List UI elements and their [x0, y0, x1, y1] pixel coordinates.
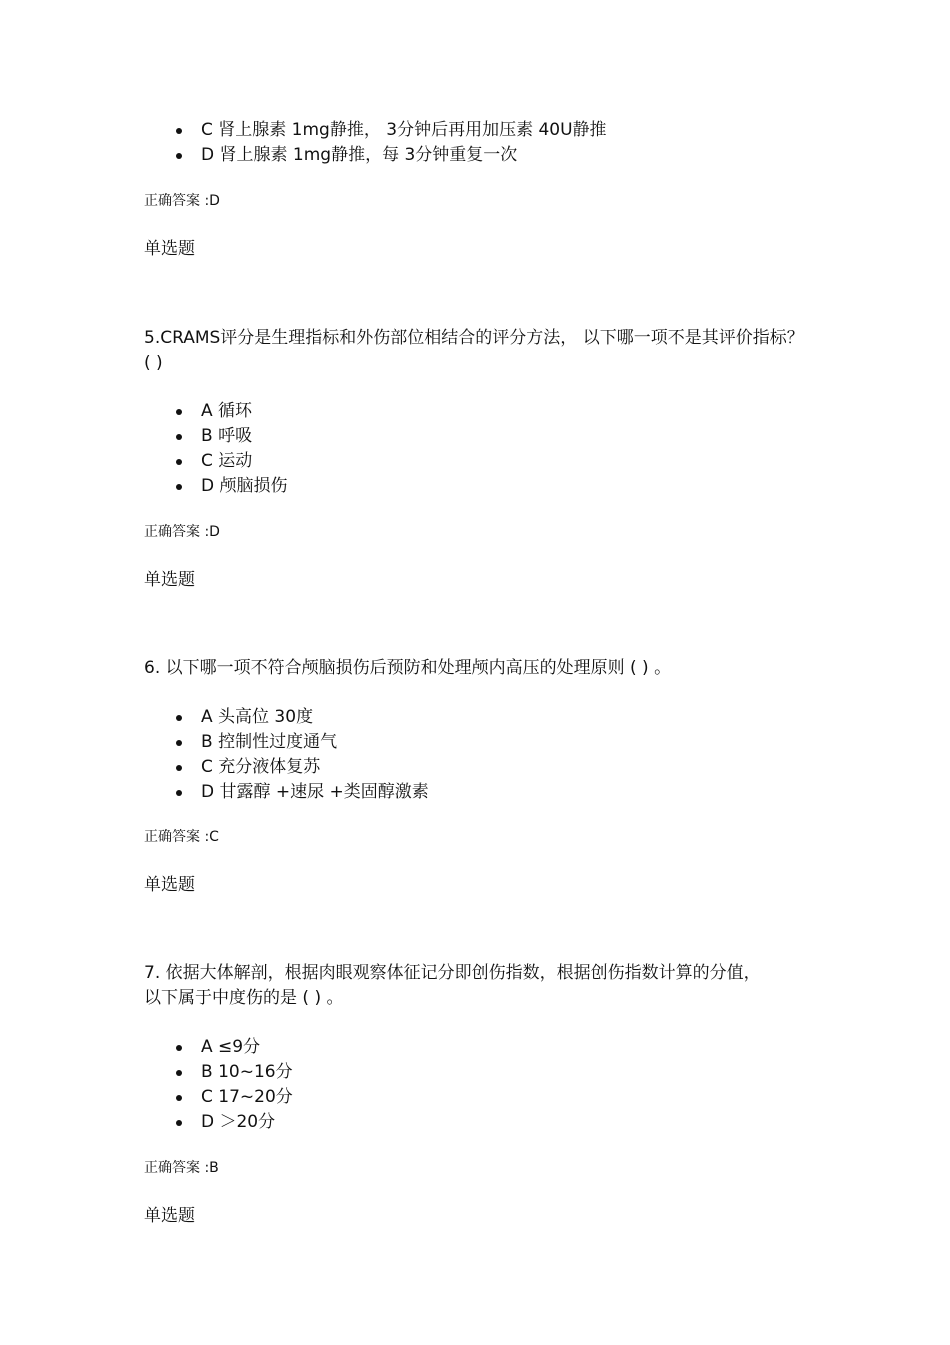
option-list-q7: [144, 1035, 824, 1135]
option-item: [144, 705, 824, 730]
question-type-label: 单选题: [144, 239, 195, 259]
question-text-q5: 5.CRAMS评分是生理指标和外伤部位相结合的评分方法， 以下哪一项不是其评价指标？ ( ): [144, 328, 804, 373]
option-list-q6: [144, 705, 824, 805]
option-item: [144, 399, 824, 424]
option-label: C 17~20分: [201, 1087, 293, 1107]
option-label: C 运动: [201, 451, 253, 471]
option-item: [144, 1085, 824, 1110]
option-item: [144, 449, 824, 474]
bullet-icon: [176, 153, 182, 159]
option-item: [144, 424, 824, 449]
bullet-icon: [176, 128, 182, 134]
correct-answer-q7: 正确答案 :B: [144, 1160, 219, 1176]
option-item: [144, 1035, 824, 1060]
option-label: D 甘露醇 +速尿 +类固醇激素: [201, 782, 429, 802]
bullet-icon: [176, 790, 182, 796]
bullet-icon: [176, 715, 182, 721]
question-type-label: 单选题: [144, 875, 195, 895]
option-label: C 充分液体复苏: [201, 757, 321, 777]
option-item: [144, 474, 824, 499]
option-label: B 10~16分: [201, 1062, 293, 1082]
option-label: C 肾上腺素 1mg静推， 3分钟后再用加压素 40U静推: [201, 120, 607, 140]
bullet-icon: [176, 484, 182, 490]
option-label: B 呼吸: [201, 426, 253, 446]
option-label: D 肾上腺素 1mg静推，每 3分钟重复一次: [201, 145, 518, 165]
option-item: [144, 143, 824, 168]
question-type-label: 单选题: [144, 570, 195, 590]
bullet-icon: [176, 409, 182, 415]
correct-answer-q5: 正确答案 :D: [144, 524, 220, 540]
option-list-q5: [144, 399, 824, 499]
option-list-q4: [144, 118, 824, 168]
bullet-icon: [176, 1095, 182, 1101]
option-item: [144, 1110, 824, 1135]
question-text-q6: 6. 以下哪一项不符合颅脑损伤后预防和处理颅内高压的处理原则 ( ) 。: [144, 658, 672, 678]
option-item: [144, 730, 824, 755]
question-text-q7: 7. 依据大体解剖，根据肉眼观察体征记分即创伤指数，根据创伤指数计算的分值，以下属于中度伤的是 ( ) 。: [144, 963, 761, 1008]
correct-answer-q4: 正确答案 :D: [144, 193, 220, 209]
option-label: B 控制性过度通气: [201, 732, 338, 752]
bullet-icon: [176, 765, 182, 771]
option-item: [144, 780, 824, 805]
option-item: [144, 1060, 824, 1085]
bullet-icon: [176, 1070, 182, 1076]
question-type-label: 单选题: [144, 1206, 195, 1226]
bullet-icon: [176, 1120, 182, 1126]
option-label: A 循环: [201, 401, 253, 421]
option-item: [144, 755, 824, 780]
bullet-icon: [176, 740, 182, 746]
correct-answer-q6: 正确答案 :C: [144, 829, 219, 845]
option-item: [144, 118, 824, 143]
bullet-icon: [176, 1045, 182, 1051]
bullet-icon: [176, 434, 182, 440]
bullet-icon: [176, 459, 182, 465]
option-label: D 颅脑损伤: [201, 476, 288, 496]
option-label: A 头高位 30度: [201, 707, 314, 727]
option-label: D ＞20分: [201, 1112, 276, 1132]
option-label: A ≤9分: [201, 1037, 261, 1057]
